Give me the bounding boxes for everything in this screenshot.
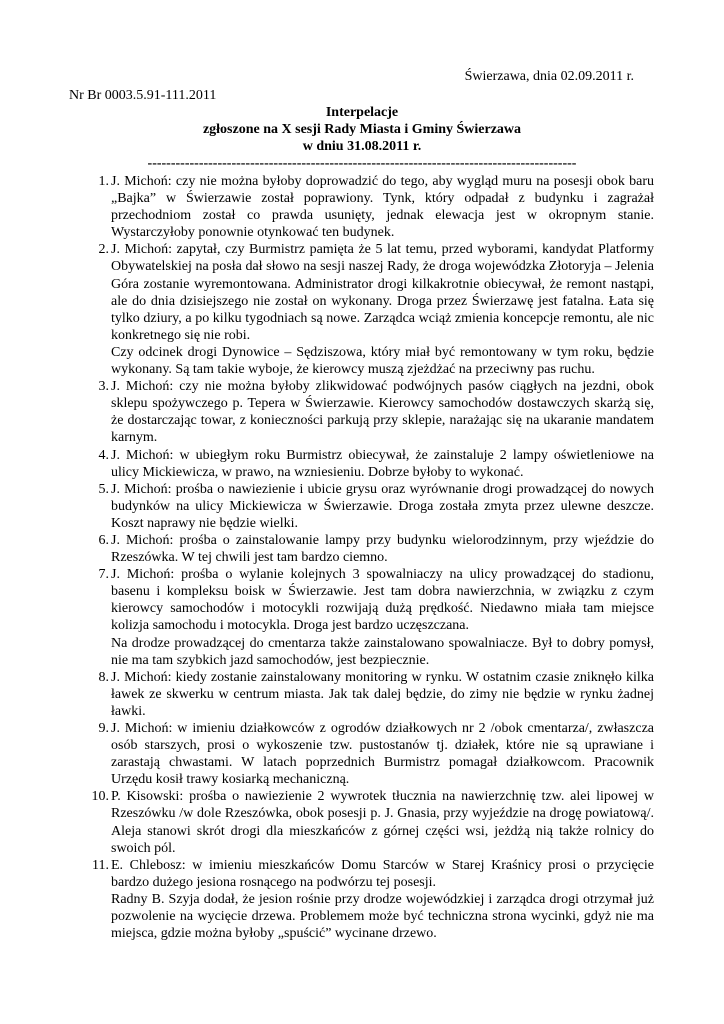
list-item-paragraph: Czy odcinek drogi Dynowice – Sędziszowa, który miał być remontowany w tym roku, będzie wykonany. Są tam takie wyboje, że kierowcy muszą zjeżdżać na przeciwny pas ruchu. [111, 344, 654, 378]
list-item-paragraph: J. Michoń: prośba o nawiezienie i ubicie grysu oraz wyrównanie drogi prowadzącej do nowych budynków na ulicy Mickiewicza w Świerzawie. Droga została zmyta przez ulewne deszcze. Koszt naprawy nie będzie wielki. [111, 481, 654, 531]
list-item-paragraph: J. Michoń: czy nie można byłoby zlikwidować podwójnych pasów ciągłych na jezdni, obok sklepu spożywczego p. Tepera w Świerzawie. Kierowcy samochodów dostawczych skarżą się, że dostarczając towar, z konieczności parkują przy sklepie, narażając się na ukaranie mandatem karnym. [111, 379, 654, 446]
reference-number: Nr Br 0003.5.91-111.2011 [69, 88, 217, 103]
list-item-paragraph: J. Michoń: kiedy zostanie zainstalowany monitoring w rynku. W ostatnim czasie zniknęło kilka ławek ze skwerku w centrum miasta. Jak tak dalej będzie, do zimy nie będzie w rynku żadnej ławki. [111, 669, 654, 719]
list-item-paragraph: J. Michoń: prośba o zainstalowanie lampy przy budynku wielorodzinnym, przy wjeździe do Rzeszówka. W tej chwili jest tam bardzo ciemno. [111, 532, 654, 566]
list-item-number: 9. [98, 721, 109, 736]
list-item-number: 6. [98, 532, 109, 548]
list-item [85, 481, 654, 532]
interpellation-list [85, 173, 654, 942]
document-subtitle: zgłoszone na X sesji Rady Miasta i Gminy Świerzawa [202, 122, 522, 137]
list-item [85, 447, 654, 481]
list-item [85, 788, 654, 856]
list-item-number: 10. [91, 789, 109, 805]
place-date-line: Świerzawa, dnia 02.09.2011 r. [464, 69, 634, 84]
list-item [85, 857, 654, 942]
list-item-paragraph: J. Michoń: zapytał, czy Burmistrz pamięta że 5 lat temu, przed wyborami, kandydat Platformy Obywatelskiej na posła dał słowo na sesji naszej Rady, że droga wojewódzka Złotoryja – Jelenia Góra zostanie wyremontowana. Administrator drogi kilkakrotnie obiecywał, że remont nastąpi, ale do dnia dzisiejszego nie został on wykonany. Droga przez Świerzawę jest fatalna. Łata się tylko dziury, a po kilku tygodniach są nowe. Zarządca wciąż zmienia koncepcje remontu, ale nic konkretnego się nie robi. [111, 242, 654, 343]
list-item-paragraph: J. Michoń: w ubiegłym roku Burmistrz obiecywał, że zainstaluje 2 lampy oświetleniowe na ulicy Mickiewicza, w prawo, na wzniesieniu. Dobrze byłoby to wykonać. [111, 447, 654, 480]
separator-line: -------------------------------------------------------------------------------------------- [147, 156, 577, 171]
list-item [85, 173, 654, 241]
list-item-number: 4. [98, 447, 109, 463]
list-item-number: 5. [98, 481, 109, 497]
list-item-number: 1. [98, 174, 109, 189]
list-item-number: 11. [92, 857, 109, 873]
list-item [85, 241, 654, 378]
list-item-paragraph: J. Michoń: w imieniu działkowców z ogrodów działkowych nr 2 /obok cmentarza/, zwłaszcza osób starszych, prosi o wykoszenie tzw. pustostanów tj. działek, które nie są uprawiane i zarastają chwastami. W latach poprzednich Burmistrz pomagał działkowcom. Pracownik Urzędu kosił trawy kosiarką mechaniczną. [111, 721, 654, 788]
list-item-paragraph: E. Chlebosz: w imieniu mieszkańców Domu Starców w Starej Kraśnicy prosi o przycięcie bardzo dużego jesiona rosnącego na podwórzu tej posesji. [111, 857, 654, 890]
list-item-paragraph: J. Michoń: prośba o wylanie kolejnych 3 spowalniaczy na ulicy prowadzącej do stadionu, basenu i kompleksu boisk w Świerzawie. Jest tam dobra nawierzchnia, w związku z czym kierowcy samochodów i motocykli rozwijają dużą prędkość. Niedawno miała tam miejsce kolizja samochodu i motocykla. Droga jest bardzo uczęszczana. [111, 567, 654, 634]
list-item-number: 3. [98, 379, 109, 395]
list-item-paragraph: P. Kisowski: prośba o nawiezienie 2 wywrotek tłucznia na nawierzchnię tzw. alei lipowej w Rzeszówku /w dole Rzeszówka, obok posesji p. J. Gnasia, przy wyjeździe na drogę powiatową/. Aleja stanowi skrót drogi dla mieszkańców z górnej części wsi, jeżdżą nią także rolnicy do swoich pól. [111, 789, 654, 856]
list-item-number: 8. [98, 669, 109, 685]
document-title: Interpelacje [325, 105, 399, 120]
list-item-number: 7. [98, 567, 109, 583]
list-item-paragraph: Radny B. Szyja dodał, że jesion rośnie przy drodze wojewódzkiej i zarządca drogi otrzymał już pozwolenie na wycięcie drzewa. Problemem może być techniczna strona wycinki, gdyż nie ma miejsca, gdzie można byłoby „spuścić” wycinane drzewo. [111, 891, 654, 942]
list-item [85, 532, 654, 566]
list-item [85, 669, 654, 720]
session-date: w dniu 31.08.2011 r. [302, 139, 422, 154]
list-item-paragraph: Na drodze prowadzącej do cmentarza także zainstalowano spowalniacze. Był to dobry pomysł, nie ma tam szybkich jazd samochodów, jest bezpiecznie. [111, 635, 654, 668]
list-item-paragraph: J. Michoń: czy nie można byłoby doprowadzić do tego, aby wygląd muru na posesji obok baru „Bajka” w Świerzawie został poprawiony. Tynk, który odpadał z budynku i zagrażał przechodniom został co prawda usunięty, jednak elewacja jest w okropnym stanie. Wystarczyłoby ponownie otynkować ten budynek. [111, 174, 654, 241]
list-item [85, 566, 654, 669]
list-item-number: 2. [98, 242, 109, 258]
document-header [0, 104, 724, 172]
list-item [85, 720, 654, 788]
list-item [85, 378, 654, 446]
